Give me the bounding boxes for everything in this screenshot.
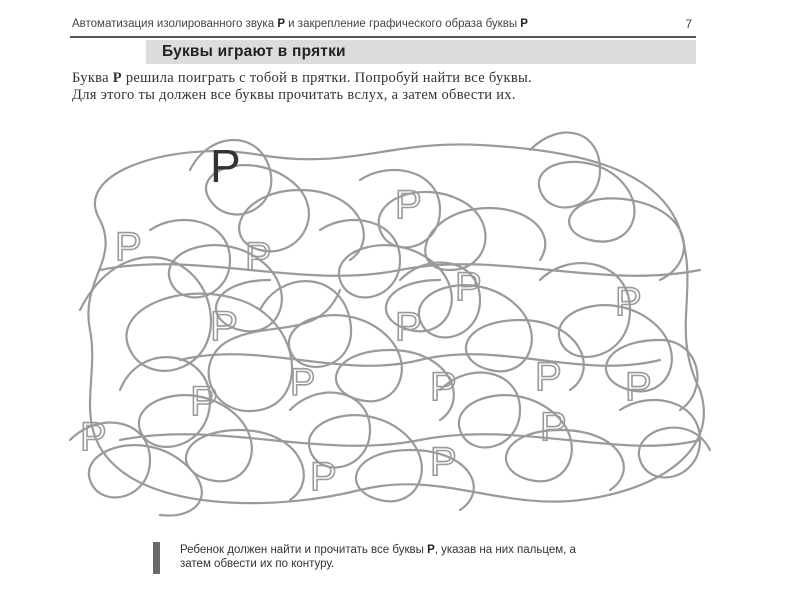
page-title: Буквы играют в прятки [162, 43, 346, 60]
hidden-letter: Р [210, 302, 239, 349]
instruction-line-2: Для этого ты должен все буквы прочитать вслух, а затем обвести их. [72, 87, 516, 103]
header-letter-1: Р [277, 18, 285, 30]
hidden-letter: Р [115, 225, 142, 269]
instruction-letter: Р [112, 70, 122, 86]
hidden-letter: Р [430, 365, 457, 409]
header-rule [70, 36, 696, 38]
scribble-curve [620, 400, 710, 477]
hidden-letter: Р [455, 265, 482, 309]
note-line-2: затем обвести их по контуру. [180, 558, 335, 570]
hidden-letter: Р [535, 355, 562, 399]
hidden-letter: Р [430, 440, 457, 484]
header-text-1: Автоматизация изолированного звука [72, 18, 278, 30]
page-number: 7 [685, 17, 692, 31]
hidden-letter: Р [540, 405, 567, 449]
instruction-text-2: решила поиграть с тобой в прятки. Попробуй найти все буквы. [121, 70, 532, 86]
note-marker [153, 542, 160, 574]
hidden-letter: Р [245, 235, 272, 279]
instructions [72, 70, 702, 104]
featured-letter: Р [210, 140, 241, 192]
header-text-2: и закрепление графического образа буквы [284, 18, 521, 30]
hidden-letters-puzzle [60, 110, 720, 530]
scribble-lines [70, 133, 710, 516]
scribble-curve [360, 170, 545, 270]
instruction-text-1: Буква [72, 70, 113, 86]
note-text-2: , указав на них пальцем, а [434, 544, 576, 556]
footer-note [180, 543, 740, 571]
hidden-letter: Р [190, 377, 219, 424]
running-header [72, 18, 694, 30]
note-letter: Р [427, 544, 435, 556]
hidden-letter: Р [290, 362, 316, 404]
hidden-letter: Р [80, 415, 107, 459]
hidden-letter: Р [625, 365, 652, 409]
hidden-letter: Р [615, 280, 642, 324]
scribble-curve [530, 133, 684, 280]
hidden-letter: Р [395, 183, 422, 227]
note-text-1: Ребенок должен найти и прочитать все буквы [180, 544, 428, 556]
hidden-letter: Р [395, 305, 422, 349]
header-letter-2: Р [520, 18, 528, 30]
note-line-1 [180, 543, 740, 557]
instruction-line-1 [72, 70, 702, 87]
hidden-letter: Р [310, 455, 337, 499]
